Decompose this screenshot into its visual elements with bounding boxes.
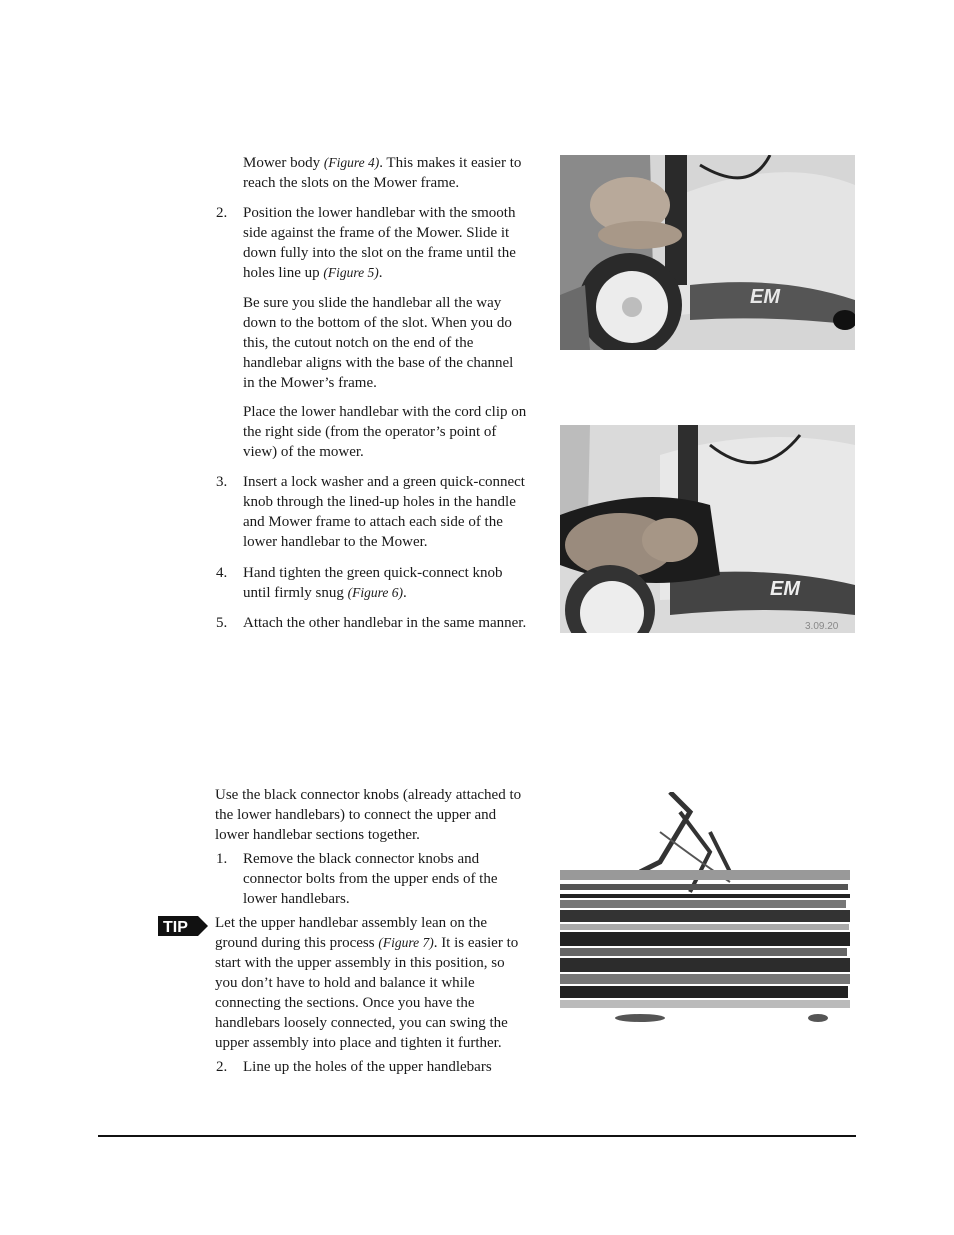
step-text: Attach the other handlebar in the same manner.	[243, 615, 527, 631]
figure-7-photo	[560, 792, 850, 1024]
figure-6-logo: EM	[770, 578, 800, 600]
step-4-tighten-knob	[216, 563, 528, 603]
step-text: Insert a lock washer and a green quick-connect knob through the lined-up holes in the handle and Mower frame to attach each side of the lower handlebar to the Mower.	[243, 474, 525, 550]
figure-7-ref: (Figure 7)	[378, 935, 434, 950]
figure-6-illustration	[560, 425, 855, 633]
figure-7-illustration	[560, 792, 850, 1024]
intro-paragraph: Mower body (Figure 4). This makes it easier to reach the slots on the Mower frame.	[243, 155, 522, 191]
tip-badge	[158, 914, 210, 938]
step-number: 4.	[216, 565, 228, 581]
figure-6-date-stamp: 3.09.20	[805, 621, 839, 632]
figure-5-illustration	[560, 155, 855, 350]
step-text: Line up the holes of the upper handlebars	[243, 1059, 492, 1075]
figure-5-ref: (Figure 5)	[323, 265, 379, 280]
step-number: 1.	[216, 851, 228, 867]
figure-6-ref: (Figure 6)	[347, 585, 403, 600]
step-number: 3.	[216, 474, 228, 490]
step-5-attach-other	[216, 613, 528, 653]
footer-rule	[98, 1135, 856, 1137]
step-number: 2.	[216, 205, 228, 221]
step-3-insert-knob	[216, 472, 528, 552]
connector-intro-paragraph: Use the black connector knobs (already attached to the lower handlebars) to connect the upper and lower handlebar sections together.	[215, 787, 522, 843]
step-1-remove-knobs	[216, 849, 528, 909]
figure-5-logo: EM	[750, 286, 780, 308]
step-text: Position the lower handlebar with the smooth side against the frame of the Mower. Slide it down fully into the slot on the frame until the holes line up (Figure 5).	[243, 205, 516, 281]
cord-clip-paragraph: Place the lower handlebar with the cord clip on the right side (from the operator’s point of view) of the mower.	[243, 404, 527, 460]
tip-paragraph: Let the upper handlebar assembly lean on the ground during this process (Figure 7). It is easier to start with the upper assembly in this position, so you don’t have to hold and balance it while connecting the sections. Once you have the handlebars loosely connected, you can swing the upper assembly into place and tighten it further.	[215, 915, 519, 1051]
figure-5-photo	[560, 155, 855, 350]
slide-instruction-paragraph: Be sure you slide the handlebar all the way down to the bottom of the slot. When you do this, the cutout notch on the end of the handlebar aligns with the base of the channel in the Mower’s frame.	[243, 295, 514, 391]
step-2-position-handlebar	[216, 203, 528, 283]
figure-6-photo	[560, 425, 855, 633]
step-number: 2.	[216, 1059, 228, 1075]
tip-label: TIP	[163, 919, 188, 936]
step-text: Hand tighten the green quick-connect knob until firmly snug (Figure 6).	[243, 565, 503, 601]
step-2-line-up-holes	[216, 1057, 528, 1077]
step-number: 5.	[216, 615, 228, 631]
step-text: Remove the black connector knobs and connector bolts from the upper ends of the lower handlebars.	[243, 851, 498, 907]
figure-4-ref: (Figure 4)	[323, 155, 380, 170]
